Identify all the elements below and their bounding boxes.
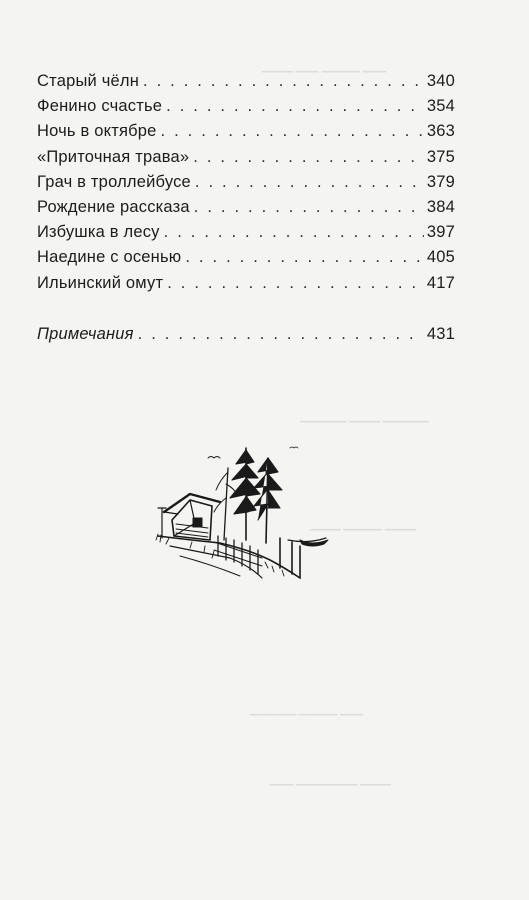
toc-entry-page: 354 <box>426 97 455 116</box>
toc-leader-dots <box>167 274 424 293</box>
toc-leader-dots <box>164 223 424 242</box>
toc-entry-title: Грач в троллейбусе <box>37 172 191 191</box>
toc-entry <box>37 122 455 147</box>
toc-leader-dots <box>143 72 424 91</box>
toc-leader-dots <box>161 122 424 141</box>
toc-leader-dots <box>195 173 424 192</box>
toc-entry-title: Ночь в октябре <box>37 122 157 141</box>
toc-leader-dots <box>194 198 424 217</box>
toc-entry <box>37 97 455 122</box>
table-of-contents <box>37 72 455 299</box>
toc-entry-title: Избушка в лесу <box>37 223 160 242</box>
bleed-through-text: ▁▁▁▁ ▁▁▁▁▁ ▁▁▁▁ <box>310 520 416 531</box>
toc-entry-page: 363 <box>426 122 455 141</box>
toc-entry <box>37 173 455 198</box>
toc-entry <box>37 198 455 223</box>
toc-entry-page: 340 <box>426 72 455 90</box>
toc-entry <box>37 248 455 273</box>
toc-leader-dots <box>138 325 424 344</box>
toc-entry-title: Ильинский омут <box>37 273 164 292</box>
bleed-through-text: ▁▁▁▁ ▁▁▁ ▁▁▁▁▁ ▁▁▁ <box>262 62 386 73</box>
toc-entry-page: 397 <box>426 223 455 242</box>
toc-entry-title: Наедине с осенью <box>37 248 182 267</box>
toc-entry-page: 384 <box>426 197 455 216</box>
toc-notes-section <box>37 325 455 350</box>
toc-entry <box>37 148 455 173</box>
toc-entry-title: Рождение рассказа <box>37 197 190 216</box>
toc-entry <box>37 72 455 97</box>
toc-entry-title: Фенино счастье <box>37 97 163 116</box>
toc-entry <box>37 223 455 248</box>
toc-leader-dots <box>193 148 424 167</box>
toc-entry-title: «Приточная трава» <box>37 147 190 166</box>
toc-entry-page: 375 <box>426 147 455 166</box>
toc-entry-title: Примечания <box>37 325 134 343</box>
toc-entry <box>37 274 455 299</box>
bleed-through-text: ▁▁▁▁▁▁ ▁▁▁▁▁ ▁▁▁ <box>250 705 364 716</box>
toc-entry-page: 431 <box>426 325 455 343</box>
toc-leader-dots <box>185 248 424 267</box>
toc-entry-page: 405 <box>426 248 455 267</box>
toc-entry-notes <box>37 325 455 350</box>
toc-entry-page: 379 <box>426 172 455 191</box>
toc-leader-dots <box>166 97 424 116</box>
toc-entry-page: 417 <box>426 273 455 292</box>
village-hut-illustration <box>150 428 340 588</box>
bleed-through-text: ▁▁▁ ▁▁▁▁▁▁▁▁ ▁▁▁▁ <box>270 775 391 786</box>
bleed-through-text: ▁▁▁▁▁▁ ▁▁▁▁ ▁▁▁▁▁▁ <box>300 412 429 423</box>
toc-entry-title: Старый чёлн <box>37 72 140 90</box>
